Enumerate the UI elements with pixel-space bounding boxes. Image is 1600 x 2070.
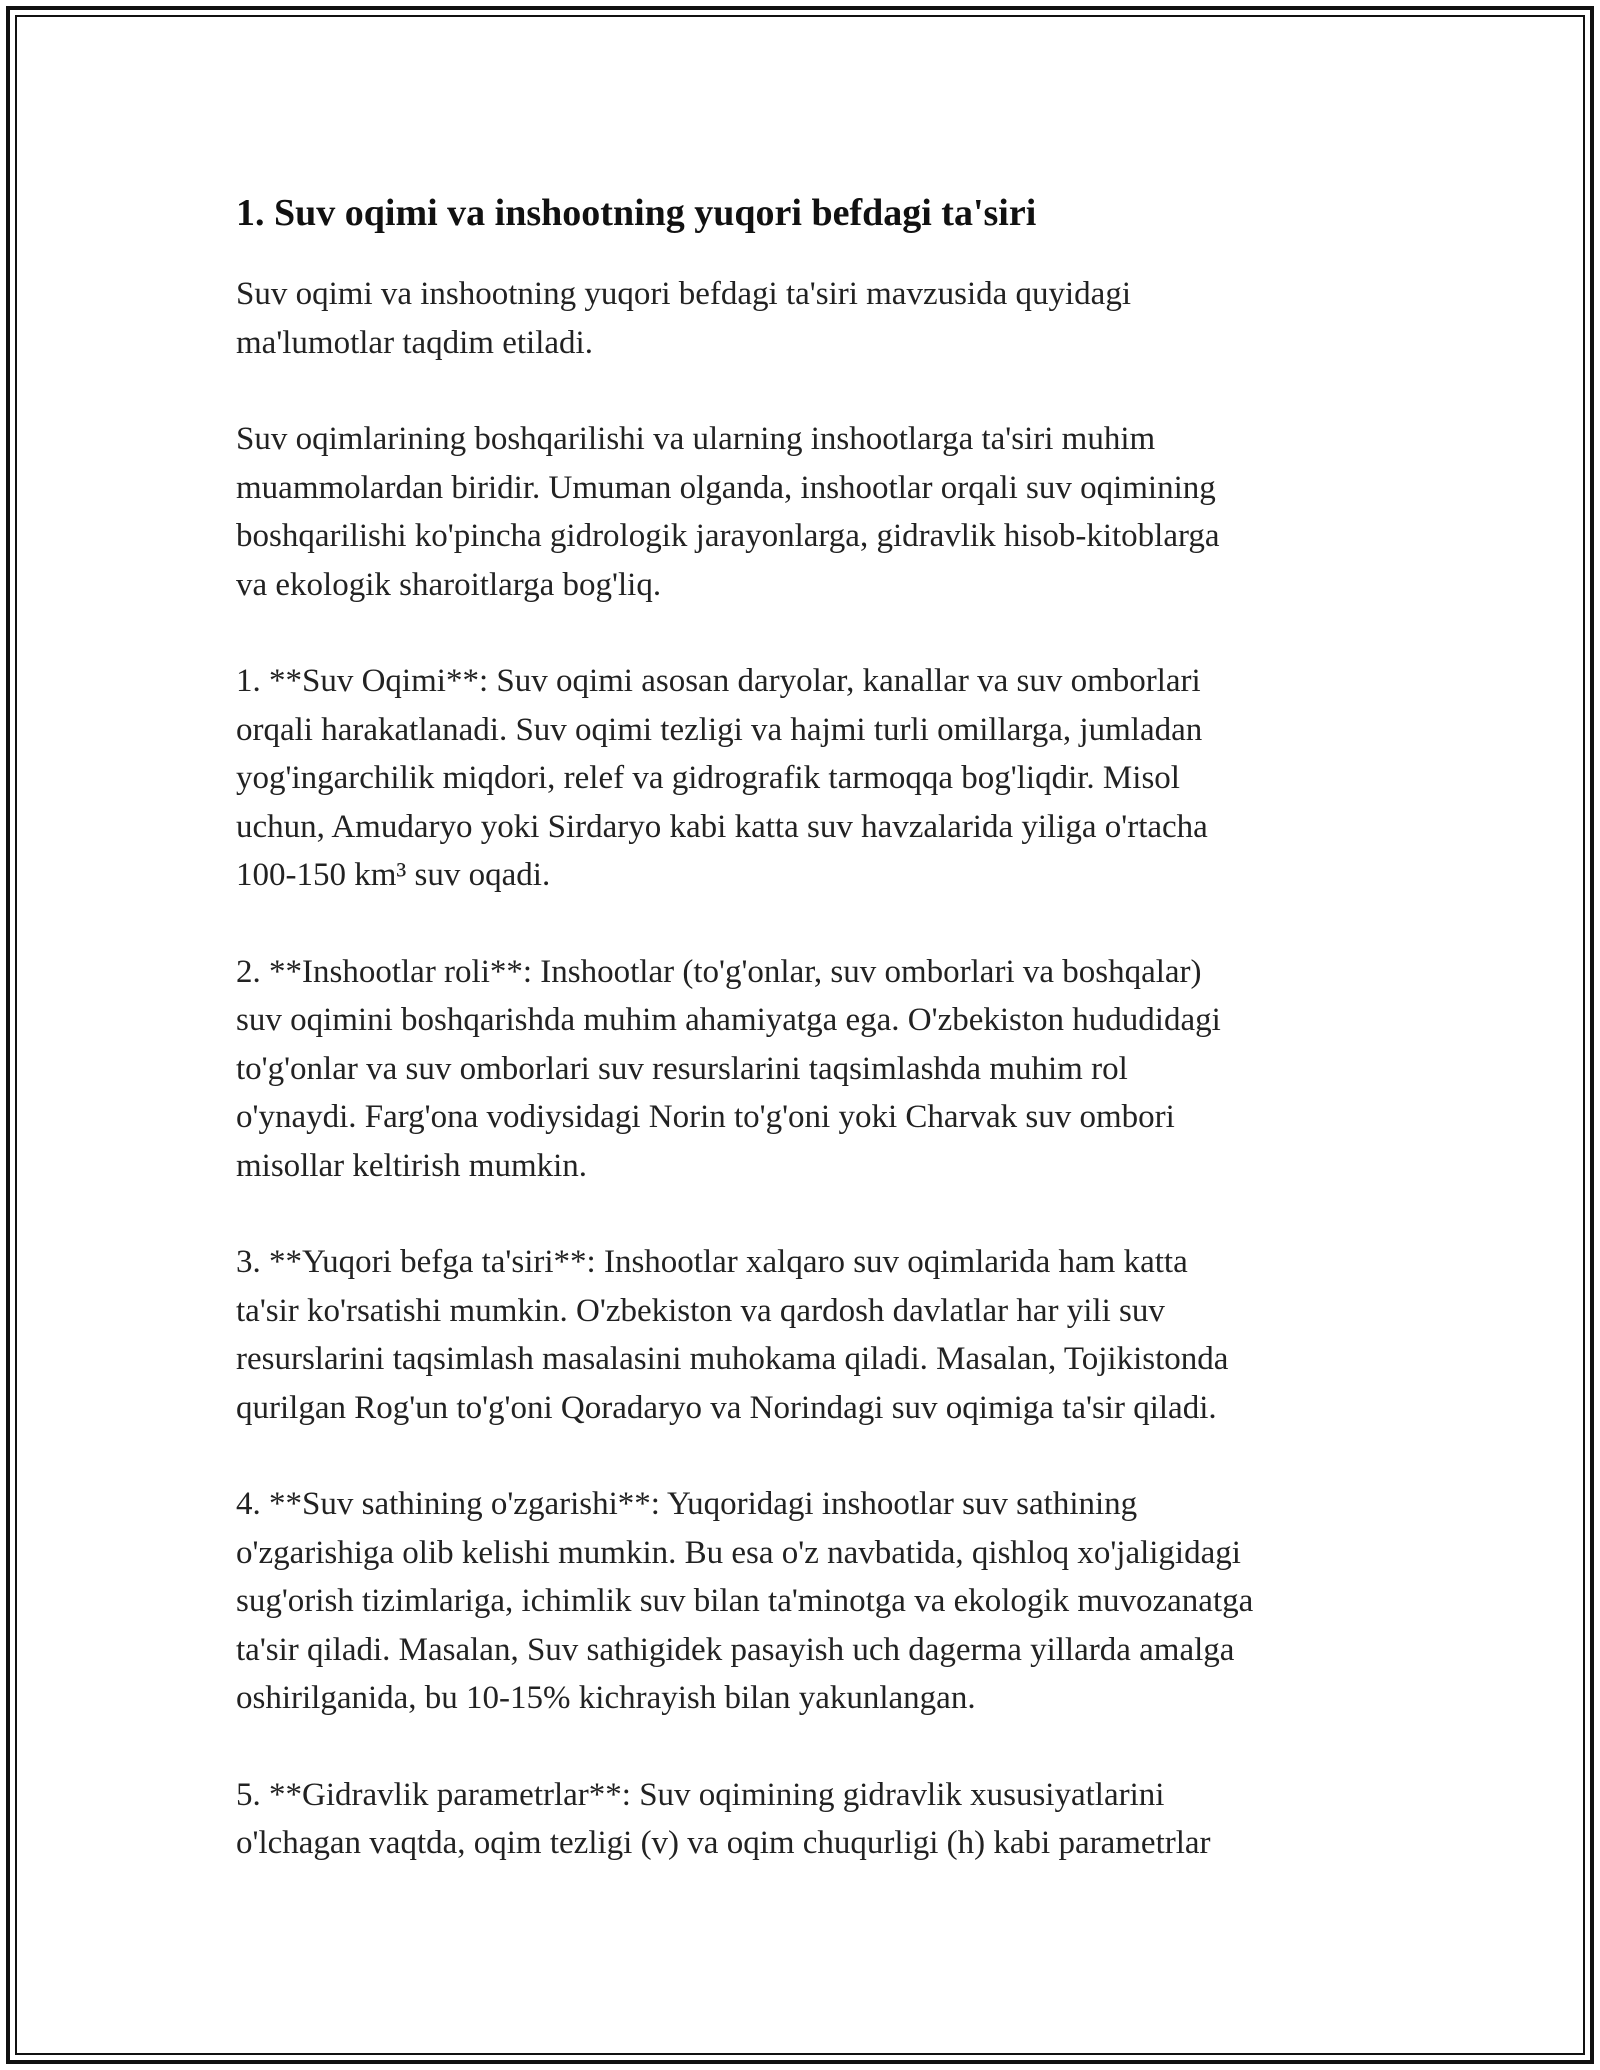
list-item-yuqori-befga-tasiri: 3. **Yuqori befga ta'siri**: Inshootlar xalqaro suv oqimlarida ham katta ta'sir ko'rsatishi mumkin. O'zbekiston va qardosh davlatlar har yili suv resurslarini taqsimlash masalasini muhokama qiladi. Masalan, Tojikistonda qurilgan Rog'un to'g'oni Qoradaryo va Norindagi suv oqimiga ta'sir qiladi. [236, 1244, 1229, 1426]
list-item-suv-sathining-ozgarishi: 4. **Suv sathining o'zgarishi**: Yuqoridagi inshootlar suv sathining o'zgarishiga olib kelishi mumkin. Bu esa o'z navbatida, qishloq xo'jaligidagi sug'orish tizimlariga, ichimlik suv bilan ta'minotga va ekologik muvozanatga ta'sir qiladi. Masalan, Suv sathigidek pasayish uch dagerma yillarda amalga oshirilganida, bu 10-15% kichrayish bilan yakunlangan. [236, 1486, 1254, 1716]
list-item-inshootlar-roli: 2. **Inshootlar roli**: Inshootlar (to'g'onlar, suv omborlari va boshqalar) suv oqimini boshqarishda muhim ahamiyatga ega. O'zbekiston hududidagi to'g'onlar va suv omborlari suv resurslarini taqsimlashda muhim rol o'ynaydi. Farg'ona vodiysidagi Norin to'g'oni yoki Charvak suv ombori misollar keltirish mumkin. [236, 953, 1221, 1184]
overview-paragraph: Suv oqimlarining boshqarilishi va ularning inshootlarga ta'siri muhim muammolardan biridir. Umuman olganda, inshootlar orqali suv oqimining boshqarilishi ko'pincha gidrologik jarayonlarga, gidravlik hisob-kitoblarga va ekologik sharoitlarga bog'liq. [236, 421, 1220, 603]
list-item-gidravlik-parametrlar: 5. **Gidravlik parametrlar**: Suv oqimining gidravlik xususiyatlarini o'lchagan vaqtda, oqim tezligi (v) va oqim chuqurligi (h) kabi parametrlar [236, 1776, 1211, 1861]
document-body [236, 186, 1396, 1916]
intro-paragraph: Suv oqimi va inshootning yuqori befdagi ta'siri mavzusida quyidagi ma'lumotlar taqdim etiladi. [236, 276, 1131, 361]
list-item-suv-oqimi: 1. **Suv Oqimi**: Suv oqimi asosan daryolar, kanallar va suv omborlari orqali harakatlanadi. Suv oqimi tezligi va hajmi turli omillarga, jumladan yog'ingarchilik miqdori, relef va gidrografik tarmoqqa bog'liqdir. Misol uchun, Amudaryo yoki Sirdaryo kabi katta suv havzalarida yiliga o'rtacha 100-150 km³ suv oqadi. [236, 663, 1208, 893]
section-title: 1. Suv oqimi va inshootning yuqori befdagi ta'siri [236, 192, 1037, 234]
